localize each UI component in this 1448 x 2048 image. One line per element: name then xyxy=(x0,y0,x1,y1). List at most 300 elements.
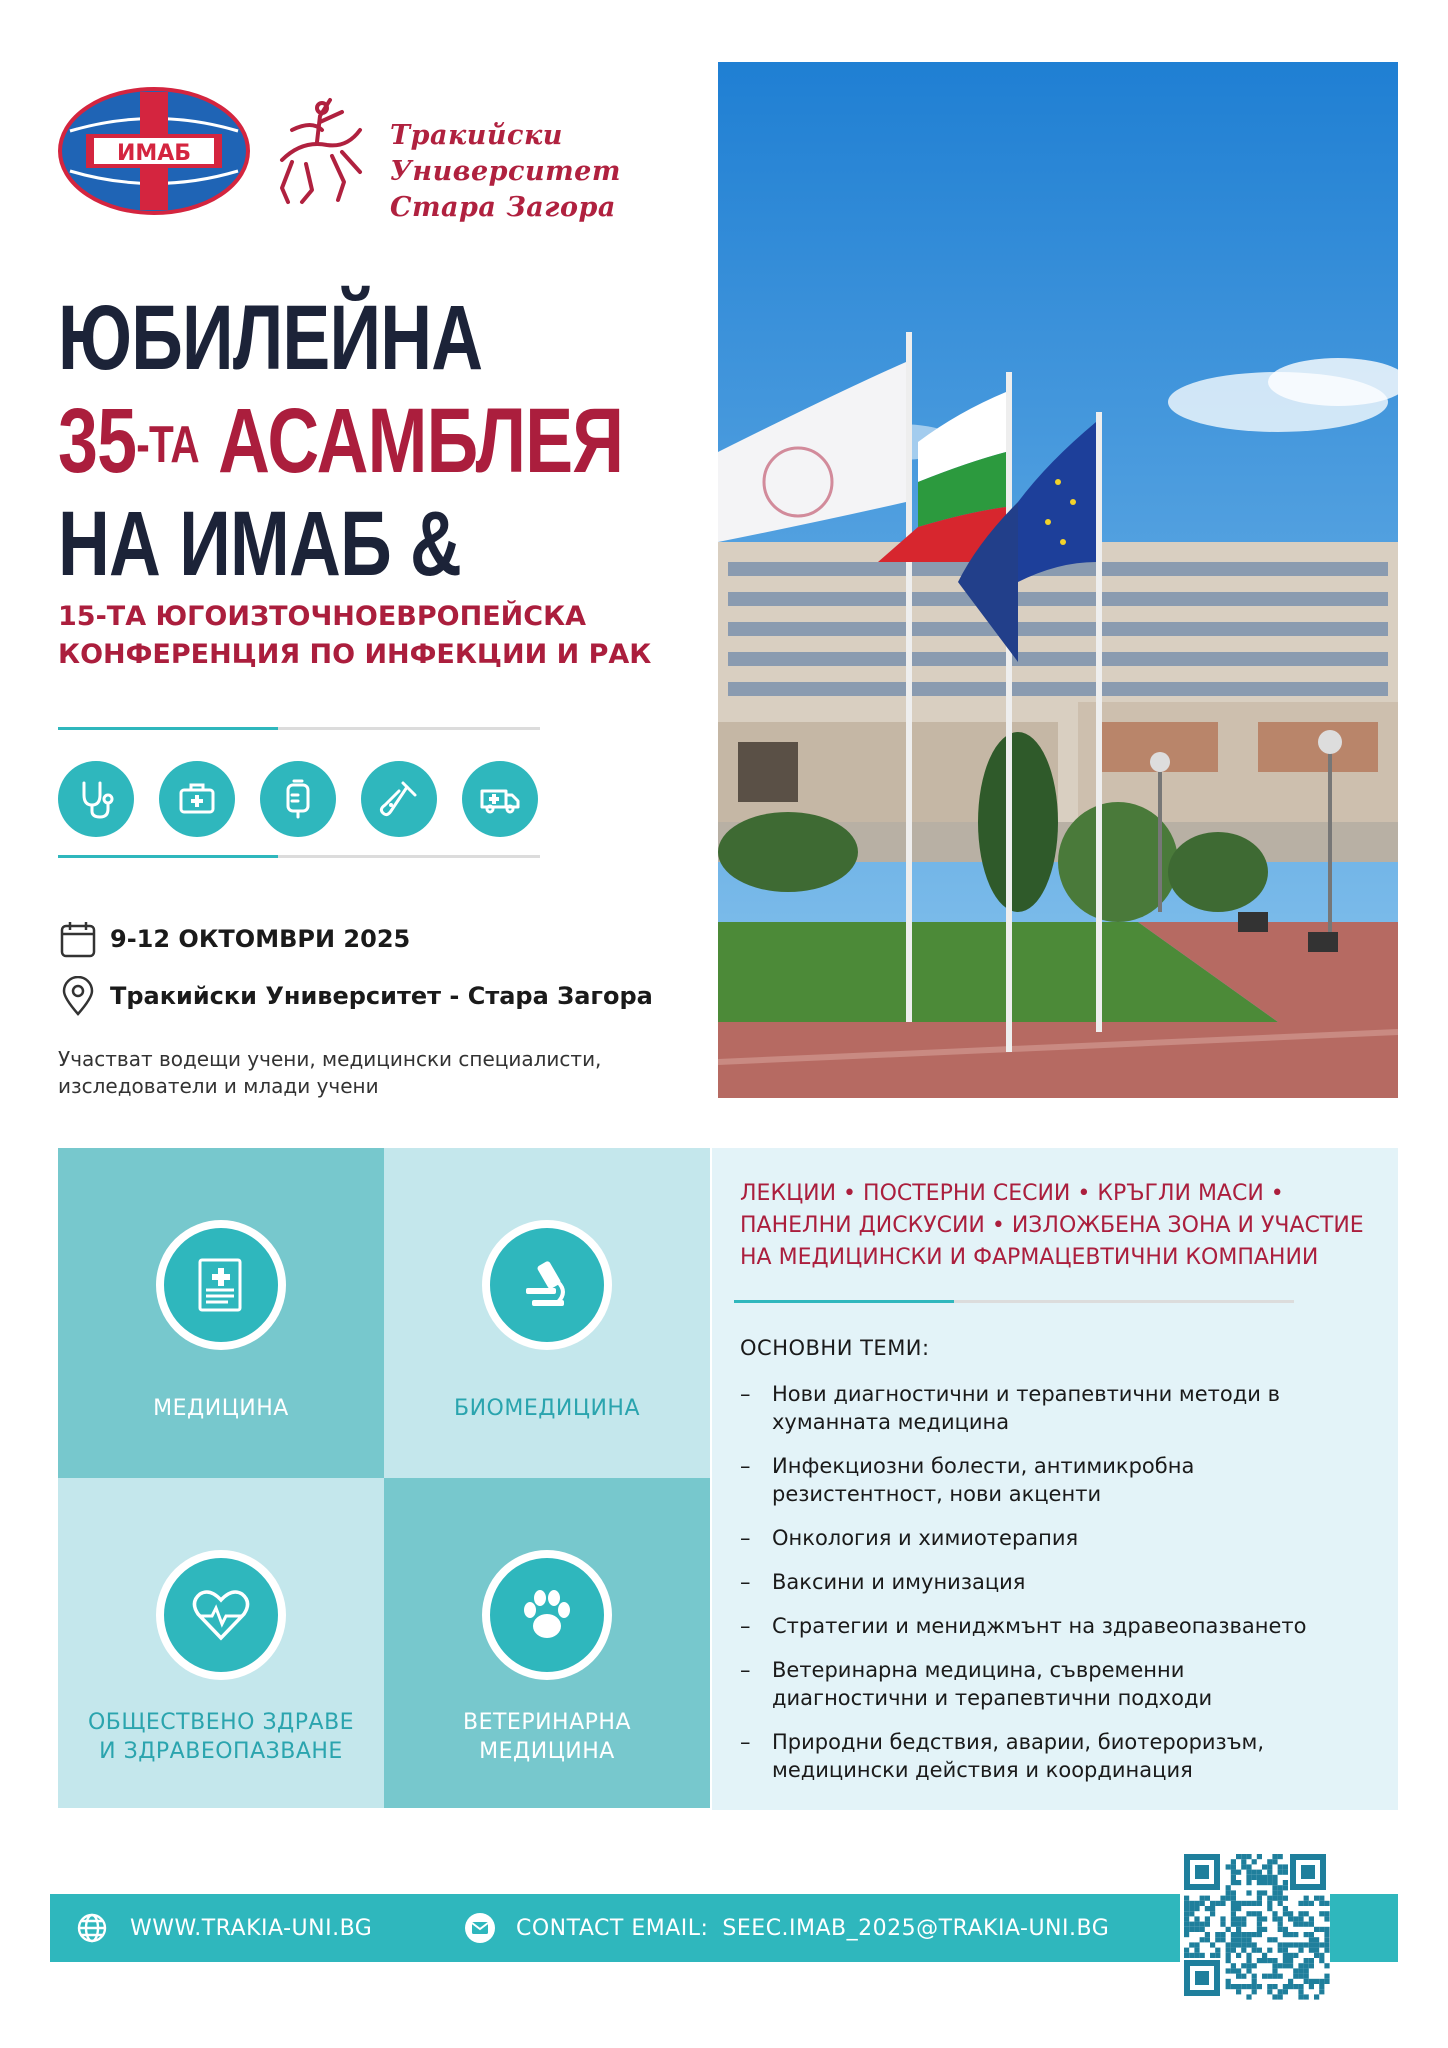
qr-module xyxy=(1220,1916,1225,1921)
qr-module xyxy=(1267,1958,1272,1963)
qr-module xyxy=(1257,1880,1262,1885)
qr-module xyxy=(1324,1901,1329,1906)
qr-module xyxy=(1236,1984,1241,1989)
imab-logo xyxy=(56,86,252,216)
qr-module xyxy=(1298,1942,1303,1947)
qr-module xyxy=(1288,1911,1293,1916)
qr-module xyxy=(1252,1911,1257,1916)
qr-module xyxy=(1262,1974,1267,1979)
qr-module xyxy=(1252,1870,1257,1875)
qr-module xyxy=(1298,1968,1303,1973)
qr-module xyxy=(1220,1937,1225,1942)
qr-module xyxy=(1267,1989,1272,1994)
qr-module xyxy=(1267,1937,1272,1942)
qr-module xyxy=(1262,1953,1267,1958)
qr-module xyxy=(1241,1922,1246,1927)
qr-module xyxy=(1200,1896,1205,1901)
formats-line3: НА МЕДИЦИНСКИ И ФАРМАЦЕВТИЧНИ КОМПАНИИ xyxy=(740,1245,1319,1270)
area-label-line1: ВЕТЕРИНАРНА xyxy=(462,1710,631,1735)
qr-module xyxy=(1278,1916,1283,1921)
qr-module xyxy=(1314,1953,1319,1958)
qr-module xyxy=(1298,1916,1303,1921)
qr-module xyxy=(1314,1948,1319,1953)
paw-icon xyxy=(482,1550,612,1680)
qr-module xyxy=(1319,1989,1324,1994)
title-word: АСАМБЛЕЯ xyxy=(218,390,624,492)
qr-module xyxy=(1272,1890,1277,1895)
qr-module xyxy=(1257,1870,1262,1875)
qr-module xyxy=(1272,1916,1277,1921)
qr-module xyxy=(1184,1911,1189,1916)
qr-module xyxy=(1246,1968,1251,1973)
calendar-icon xyxy=(60,920,96,962)
qr-module xyxy=(1215,1948,1220,1953)
qr-module xyxy=(1194,1942,1199,1947)
qr-module xyxy=(1293,1953,1298,1958)
qr-module xyxy=(1200,1937,1205,1942)
qr-module xyxy=(1319,1979,1324,1984)
qr-module xyxy=(1278,1870,1283,1875)
qr-module xyxy=(1288,1963,1293,1968)
qr-module xyxy=(1231,1875,1236,1880)
qr-module xyxy=(1319,1911,1324,1916)
qr-module xyxy=(1309,1922,1314,1927)
qr-module xyxy=(1205,1906,1210,1911)
qr-module xyxy=(1210,1906,1215,1911)
qr-module xyxy=(1298,1901,1303,1906)
qr-module xyxy=(1257,1875,1262,1880)
thracian-horseman-logo xyxy=(272,90,368,208)
panel-divider xyxy=(734,1300,1294,1303)
qr-module xyxy=(1210,1942,1215,1947)
qr-module xyxy=(1226,1942,1231,1947)
qr-module xyxy=(1288,1984,1293,1989)
title-line1: ЮБИЛЕЙНА xyxy=(58,287,483,389)
qr-module xyxy=(1236,1989,1241,1994)
qr-module xyxy=(1267,1984,1272,1989)
qr-module xyxy=(1220,1896,1225,1901)
email-address: SEEC.IMAB_2025@TRAKIA-UNI.BG xyxy=(722,1915,1110,1941)
qr-module xyxy=(1257,1922,1262,1927)
qr-module xyxy=(1272,1911,1277,1916)
email-icon xyxy=(464,1912,496,1944)
qr-module xyxy=(1252,1984,1257,1989)
qr-module xyxy=(1314,1937,1319,1942)
subtitle-line2: КОНФЕРЕНЦИЯ ПО ИНФЕКЦИИ И РАК xyxy=(58,639,652,670)
qr-module xyxy=(1231,1932,1236,1937)
qr-module xyxy=(1194,1922,1199,1927)
area-label-line1: ОБЩЕСТВЕНО ЗДРАВЕ xyxy=(87,1710,355,1735)
qr-module xyxy=(1189,1942,1194,1947)
qr-module xyxy=(1257,1896,1262,1901)
qr-module xyxy=(1298,1911,1303,1916)
qr-module xyxy=(1278,1942,1283,1947)
qr-module xyxy=(1267,1864,1272,1869)
qr-module xyxy=(1184,1916,1189,1921)
area-label-line2: МЕДИЦИНА xyxy=(479,1739,615,1764)
qr-module xyxy=(1257,1854,1262,1859)
title-line3: НА ИМАБ & xyxy=(58,493,462,595)
area-label xyxy=(384,1708,710,1766)
qr-module xyxy=(1189,1906,1194,1911)
qr-module xyxy=(1309,1916,1314,1921)
list-item: – Ветеринарна медицина, съвременни диагностични и терапевтични подходи xyxy=(740,1656,1380,1712)
qr-module xyxy=(1298,1974,1303,1979)
qr-module xyxy=(1205,1896,1210,1901)
qr-module xyxy=(1319,1901,1324,1906)
university-name-line1: Тракийски Университет xyxy=(390,120,621,187)
qr-module xyxy=(1246,1901,1251,1906)
qr-module xyxy=(1194,1948,1199,1953)
qr-module xyxy=(1298,1984,1303,1989)
qr-module xyxy=(1189,1927,1194,1932)
qr-module xyxy=(1241,1916,1246,1921)
qr-module xyxy=(1236,1942,1241,1947)
qr-module xyxy=(1267,1906,1272,1911)
qr-module xyxy=(1262,1916,1267,1921)
qr-module xyxy=(1319,1942,1324,1947)
qr-module xyxy=(1309,1937,1314,1942)
area-medicine xyxy=(58,1148,384,1478)
title-number-suffix: -ТА xyxy=(136,416,199,474)
qr-module xyxy=(1246,1984,1251,1989)
qr-module xyxy=(1231,1896,1236,1901)
qr-module xyxy=(1241,1901,1246,1906)
qr-module xyxy=(1220,1901,1225,1906)
qr-module xyxy=(1246,1937,1251,1942)
qr-module xyxy=(1272,1896,1277,1901)
qr-module xyxy=(1241,1854,1246,1859)
location-pin-icon xyxy=(62,976,94,1020)
qr-module xyxy=(1293,1942,1298,1947)
qr-module xyxy=(1272,1880,1277,1885)
qr-module xyxy=(1319,1953,1324,1958)
qr-module xyxy=(1246,1953,1251,1958)
qr-module xyxy=(1309,1932,1314,1937)
qr-module xyxy=(1293,1968,1298,1973)
qr-module xyxy=(1288,1958,1293,1963)
qr-module xyxy=(1324,1979,1329,1984)
qr-module xyxy=(1272,1937,1277,1942)
qr-module xyxy=(1252,1948,1257,1953)
qr-module xyxy=(1184,1932,1189,1937)
qr-module xyxy=(1184,1927,1189,1932)
qr-module xyxy=(1283,1880,1288,1885)
qr-module xyxy=(1272,1854,1277,1859)
qr-module xyxy=(1324,1932,1329,1937)
iv-bag-icon xyxy=(260,761,336,837)
qr-module xyxy=(1226,1927,1231,1932)
qr-module xyxy=(1304,1958,1309,1963)
qr-module xyxy=(1252,1963,1257,1968)
formats-line1: ЛЕКЦИИ • ПОСТЕРНИ СЕСИИ • КРЪГЛИ МАСИ • xyxy=(740,1181,1284,1206)
qr-module xyxy=(1226,1979,1231,1984)
qr-module xyxy=(1194,1953,1199,1958)
qr-module xyxy=(1304,1922,1309,1927)
qr-module xyxy=(1231,1968,1236,1973)
qr-module xyxy=(1283,1906,1288,1911)
qr-module xyxy=(1272,1984,1277,1989)
qr-module xyxy=(1262,1890,1267,1895)
area-veterinary xyxy=(384,1478,710,1808)
qr-module xyxy=(1252,1974,1257,1979)
formats-line2: ПАНЕЛНИ ДИСКУСИИ • ИЗЛОЖБЕНА ЗОНА И УЧАСТИЕ xyxy=(740,1213,1364,1238)
qr-module xyxy=(1324,1911,1329,1916)
email-label: CONTACT EMAIL: xyxy=(516,1915,709,1941)
qr-module xyxy=(1257,1984,1262,1989)
website-text: WWW.TRAKIA-UNI.BG xyxy=(130,1915,373,1941)
qr-module xyxy=(1309,1942,1314,1947)
qr-module xyxy=(1205,1937,1210,1942)
qr-module xyxy=(1184,1896,1189,1901)
qr-module xyxy=(1246,1958,1251,1963)
qr-module xyxy=(1324,1942,1329,1947)
qr-module xyxy=(1220,1922,1225,1927)
qr-module xyxy=(1262,1880,1267,1885)
qr-module xyxy=(1246,1870,1251,1875)
qr-module xyxy=(1200,1953,1205,1958)
qr-module xyxy=(1257,1911,1262,1916)
qr-module xyxy=(1241,1963,1246,1968)
qr-module xyxy=(1288,1932,1293,1937)
qr-module xyxy=(1283,1958,1288,1963)
qr-module xyxy=(1236,1927,1241,1932)
qr-module xyxy=(1231,1916,1236,1921)
qr-module xyxy=(1278,1963,1283,1968)
qr-module xyxy=(1252,1875,1257,1880)
campus-photo xyxy=(718,62,1398,1098)
qr-module xyxy=(1236,1916,1241,1921)
qr-module xyxy=(1267,1974,1272,1979)
stethoscope-icon xyxy=(58,761,134,837)
qr-module xyxy=(1283,1896,1288,1901)
qr-module xyxy=(1262,1927,1267,1932)
qr-module xyxy=(1226,1984,1231,1989)
qr-module xyxy=(1246,1854,1251,1859)
divider-bottom xyxy=(58,855,540,858)
qr-module xyxy=(1189,1953,1194,1958)
list-item: – Ваксини и имунизация xyxy=(740,1568,1380,1596)
qr-module xyxy=(1241,1984,1246,1989)
qr-module xyxy=(1226,1968,1231,1973)
qr-module xyxy=(1257,1890,1262,1895)
qr-module xyxy=(1309,1948,1314,1953)
qr-module xyxy=(1231,1963,1236,1968)
qr-module xyxy=(1246,1932,1251,1937)
qr-module xyxy=(1246,1994,1251,1999)
qr-module xyxy=(1278,1901,1283,1906)
qr-module xyxy=(1272,1885,1277,1890)
qr-module xyxy=(1304,1901,1309,1906)
test-tube-icon xyxy=(361,761,437,837)
event-location: Тракийски Университет - Стара Загора xyxy=(110,982,653,1010)
topics-panel xyxy=(712,1148,1398,1810)
qr-module xyxy=(1319,1896,1324,1901)
qr-module xyxy=(1283,1885,1288,1890)
qr-module xyxy=(1215,1901,1220,1906)
qr-module xyxy=(1241,1937,1246,1942)
qr-module xyxy=(1278,1864,1283,1869)
qr-module xyxy=(1189,1901,1194,1906)
list-item: – Стратегии и мениджмънт на здравеопазването xyxy=(740,1612,1380,1640)
qr-module xyxy=(1215,1953,1220,1958)
qr-module xyxy=(1184,1953,1189,1958)
qr-module xyxy=(1293,1922,1298,1927)
topics-list xyxy=(740,1380,1380,1800)
contact-email[interactable] xyxy=(464,1894,1109,1962)
qr-module xyxy=(1252,1989,1257,1994)
qr-module xyxy=(1278,1989,1283,1994)
qr-module xyxy=(1324,1927,1329,1932)
qr-module xyxy=(1184,1948,1189,1953)
qr-module xyxy=(1298,1963,1303,1968)
qr-module xyxy=(1257,1948,1262,1953)
qr-module xyxy=(1283,1953,1288,1958)
qr-module xyxy=(1241,1942,1246,1947)
topics-title: ОСНОВНИ ТЕМИ: xyxy=(740,1336,930,1360)
qr-module xyxy=(1246,1875,1251,1880)
qr-module xyxy=(1189,1911,1194,1916)
qr-module xyxy=(1304,1968,1309,1973)
qr-module xyxy=(1215,1932,1220,1937)
title-number: 35 xyxy=(58,390,137,492)
qr-module xyxy=(1324,1948,1329,1953)
qr-module xyxy=(1236,1932,1241,1937)
qr-module xyxy=(1314,1994,1319,1999)
qr-module xyxy=(1246,1911,1251,1916)
qr-module xyxy=(1231,1906,1236,1911)
microscope-icon xyxy=(482,1220,612,1350)
qr-module xyxy=(1236,1974,1241,1979)
qr-module xyxy=(1200,1927,1205,1932)
qr-module xyxy=(1236,1870,1241,1875)
qr-module xyxy=(1236,1906,1241,1911)
university-name-line2: Стара Загора xyxy=(390,192,616,223)
qr-module xyxy=(1272,1958,1277,1963)
event-description: Участват водещи учени, медицински специалисти, изследователи и млади учени xyxy=(58,1047,602,1098)
qr-module xyxy=(1267,1896,1272,1901)
qr-module xyxy=(1314,1927,1319,1932)
qr-module xyxy=(1314,1979,1319,1984)
qr-module xyxy=(1231,1864,1236,1869)
qr-module xyxy=(1293,1916,1298,1921)
list-item: – Природни бедствия, аварии, биотероризъм, медицински действия и координация xyxy=(740,1728,1380,1784)
qr-module xyxy=(1309,1963,1314,1968)
qr-module xyxy=(1252,1859,1257,1864)
qr-module xyxy=(1267,1880,1272,1885)
qr-module xyxy=(1267,1859,1272,1864)
qr-module xyxy=(1236,1968,1241,1973)
qr-module xyxy=(1278,1896,1283,1901)
qr-module xyxy=(1298,1994,1303,1999)
qr-module xyxy=(1283,1963,1288,1968)
qr-module xyxy=(1252,1942,1257,1947)
university-name xyxy=(390,118,710,226)
qr-module xyxy=(1194,1901,1199,1906)
qr-module xyxy=(1267,1948,1272,1953)
qr-module xyxy=(1278,1922,1283,1927)
qr-module xyxy=(1231,1948,1236,1953)
qr-module xyxy=(1304,1932,1309,1937)
qr-module xyxy=(1257,1927,1262,1932)
qr-module xyxy=(1272,1968,1277,1973)
divider-top xyxy=(58,727,540,730)
qr-module xyxy=(1267,1875,1272,1880)
qr-module xyxy=(1304,1994,1309,1999)
qr-module xyxy=(1226,1948,1231,1953)
qr-module xyxy=(1231,1922,1236,1927)
qr-module xyxy=(1236,1880,1241,1885)
qr-code[interactable] xyxy=(1180,1850,1330,2000)
qr-module xyxy=(1278,1948,1283,1953)
qr-module xyxy=(1252,1979,1257,1984)
qr-module xyxy=(1267,1870,1272,1875)
qr-module xyxy=(1252,1932,1257,1937)
qr-module xyxy=(1324,1963,1329,1968)
qr-module xyxy=(1194,1906,1199,1911)
qr-module xyxy=(1236,1937,1241,1942)
first-aid-kit-icon xyxy=(159,761,235,837)
qr-module xyxy=(1200,1922,1205,1927)
qr-module xyxy=(1200,1901,1205,1906)
qr-module xyxy=(1241,1948,1246,1953)
qr-module xyxy=(1231,1942,1236,1947)
qr-module xyxy=(1205,1932,1210,1937)
qr-module xyxy=(1309,1979,1314,1984)
qr-module xyxy=(1288,1916,1293,1921)
qr-module xyxy=(1309,1984,1314,1989)
list-item: – Инфекциозни болести, антимикробна резистентност, нови акценти xyxy=(740,1452,1380,1508)
area-public-health xyxy=(58,1478,384,1808)
qr-module xyxy=(1324,1937,1329,1942)
qr-module xyxy=(1324,1916,1329,1921)
qr-module xyxy=(1231,1937,1236,1942)
qr-module xyxy=(1246,1864,1251,1869)
qr-module xyxy=(1298,1989,1303,1994)
qr-module xyxy=(1231,1901,1236,1906)
qr-module xyxy=(1288,1979,1293,1984)
qr-module xyxy=(1226,1890,1231,1895)
qr-module xyxy=(1252,1901,1257,1906)
qr-module xyxy=(1220,1932,1225,1937)
qr-module xyxy=(1272,1875,1277,1880)
qr-module xyxy=(1210,1901,1215,1906)
title-line2 xyxy=(58,390,624,492)
qr-module xyxy=(1184,1901,1189,1906)
qr-module xyxy=(1304,1942,1309,1947)
qr-module xyxy=(1314,1896,1319,1901)
qr-module xyxy=(1194,1927,1199,1932)
qr-module xyxy=(1231,1880,1236,1885)
qr-module xyxy=(1278,1974,1283,1979)
website-link[interactable] xyxy=(76,1894,372,1962)
qr-module xyxy=(1283,1932,1288,1937)
qr-module xyxy=(1241,1859,1246,1864)
qr-module xyxy=(1236,1901,1241,1906)
list-item: – Нови диагностични и терапевтични методи в хуманната медицина xyxy=(740,1380,1380,1436)
medical-record-icon xyxy=(156,1220,286,1350)
qr-module xyxy=(1226,1958,1231,1963)
qr-module xyxy=(1210,1911,1215,1916)
qr-module xyxy=(1283,1870,1288,1875)
qr-module xyxy=(1189,1922,1194,1927)
qr-module xyxy=(1257,1916,1262,1921)
qr-module xyxy=(1304,1979,1309,1984)
qr-module xyxy=(1304,1911,1309,1916)
qr-module xyxy=(1231,1890,1236,1895)
qr-module xyxy=(1246,1942,1251,1947)
qr-module xyxy=(1304,1896,1309,1901)
